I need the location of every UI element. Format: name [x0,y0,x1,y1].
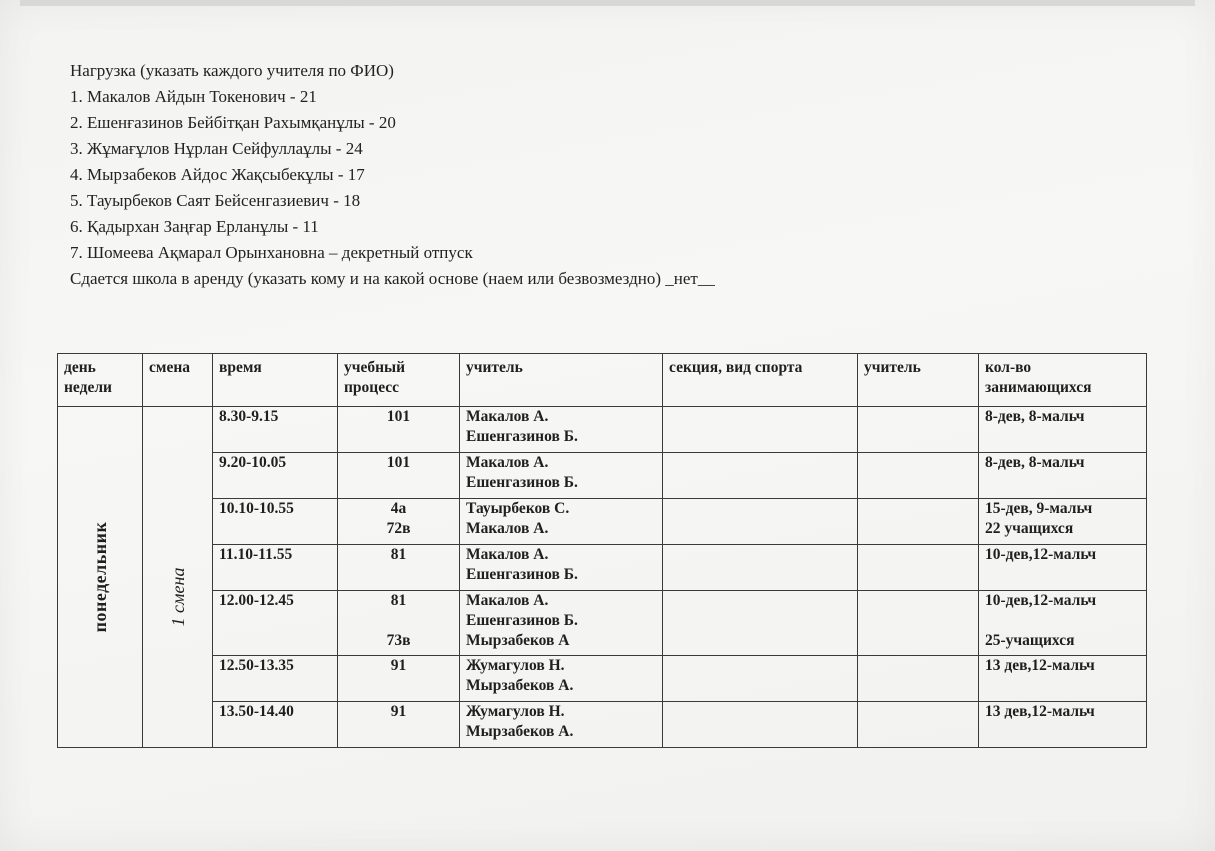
process-cell [338,545,460,591]
workload-heading: Нагрузка (указать каждого учителя по ФИО) [70,61,394,80]
teacher-line: 7. Шомеева Ақмарал Орынхановна – декретный отпуск [70,243,473,262]
count-cell [979,656,1147,702]
teacher-cell [460,591,663,656]
time-cell: 12.00-12.45 [213,591,338,656]
smena-label: 1 смена [167,567,188,627]
count-value: 15-дев, 9-мальч [985,500,1093,517]
teacher-cell [460,702,663,748]
count-cell [979,499,1147,545]
time-cell: 10.10-10.55 [213,499,338,545]
rent-line: Сдается школа в аренду (указать кому и на какой основе (наем или безвозмездно) _нет__ [70,269,715,288]
process-cell [338,453,460,499]
schedule-table [57,353,1147,748]
time-cell: 8.30-9.15 [213,407,338,453]
teacher-line: 5. Тауырбеков Саят Бейсенгазиевич - 18 [70,191,361,210]
intro-block [70,58,715,292]
count-value: 22 учащихся [985,520,1074,537]
section-cell [663,499,858,545]
teacher-name: Тауырбеков С. [466,500,570,517]
teacher-name: Жумагулов Н. [466,703,565,720]
process-cell [338,499,460,545]
table-row [58,407,1147,453]
section-cell [663,702,858,748]
teacher2-cell [858,407,979,453]
teacher-cell [460,407,663,453]
time-cell: 12.50-13.35 [213,656,338,702]
count-cell [979,407,1147,453]
process-cell [338,407,460,453]
teacher-line: 1. Макалов Айдын Токенович - 21 [70,87,317,106]
process-value: 73в [386,632,411,649]
teacher-cell [460,453,663,499]
process-value: 101 [386,408,411,425]
process-value: 101 [386,454,411,471]
teacher-line: 6. Қадырхан Заңғар Ерланұлы - 11 [70,217,319,236]
table-row [58,453,1147,499]
count-cell [979,453,1147,499]
count-value: 10-дев,12-мальч [985,546,1097,563]
teacher-name: Макалов А. [466,592,549,609]
section-cell [663,545,858,591]
process-value: 91 [390,657,407,674]
page-edge [20,0,1195,6]
header-section: секция, вид спорта [663,354,858,407]
teacher2-cell [858,499,979,545]
header-smena: смена [143,354,213,407]
teacher2-cell [858,656,979,702]
teacher-line: 3. Жұмағұлов Нұрлан Сейфуллаұлы - 24 [70,139,363,158]
teacher-name: Мырзабеков А [466,632,570,649]
day-label: понедельник [90,521,110,633]
process-value: 81 [390,592,407,609]
teacher-name: Ешенгазинов Б. [466,474,578,491]
teacher-name: Мырзабеков А. [466,677,574,694]
section-cell [663,407,858,453]
teacher2-cell [858,545,979,591]
time-cell: 9.20-10.05 [213,453,338,499]
section-cell [663,656,858,702]
teacher-name: Ешенгазинов Б. [466,566,578,583]
teacher-cell [460,499,663,545]
teacher-name: Макалов А. [466,454,549,471]
teacher-line: 2. Ешенғазинов Бейбітқан Рахымқанұлы - 20 [70,113,396,132]
teacher2-cell [858,702,979,748]
count-value: 8-дев, 8-мальч [985,408,1085,425]
teacher-name: Жумагулов Н. [466,657,565,674]
section-cell [663,591,858,656]
process-cell [338,702,460,748]
header-time: время [213,354,338,407]
time-cell: 11.10-11.55 [213,545,338,591]
count-value: 10-дев,12-мальч [985,592,1097,609]
teacher2-cell [858,591,979,656]
teacher-name: Ешенгазинов Б. [466,612,578,629]
count-value: 13 дев,12-мальч [985,657,1095,674]
table-row [58,499,1147,545]
table-row [58,702,1147,748]
time-cell: 13.50-14.40 [213,702,338,748]
header-row [58,354,1147,407]
teacher-name: Макалов А. [466,520,549,537]
table-row [58,656,1147,702]
teacher-name: Макалов А. [466,408,549,425]
day-cell [58,407,143,748]
table-row [58,591,1147,656]
count-value: 25-учащихся [985,632,1075,649]
header-process: учебный процесс [338,354,460,407]
teacher-line: 4. Мырзабеков Айдос Жақсыбекұлы - 17 [70,165,365,184]
process-value: 91 [390,703,407,720]
smena-cell [143,407,213,748]
header-day: день недели [58,354,143,407]
process-value: 72в [386,520,411,537]
teacher2-cell [858,453,979,499]
count-cell [979,591,1147,656]
teacher-name: Макалов А. [466,546,549,563]
section-cell [663,453,858,499]
process-cell [338,656,460,702]
teacher-name: Мырзабеков А. [466,723,574,740]
header-teacher-2: учитель [858,354,979,407]
teacher-cell [460,545,663,591]
count-value: 8-дев, 8-мальч [985,454,1085,471]
table-row [58,545,1147,591]
process-value: 4а [390,500,407,517]
header-count: кол-во занимающихся [979,354,1147,407]
count-cell [979,545,1147,591]
process-cell [338,591,460,656]
teacher-name: Ешенгазинов Б. [466,428,578,445]
process-value: 81 [390,546,407,563]
count-cell [979,702,1147,748]
teacher-cell [460,656,663,702]
header-teacher: учитель [460,354,663,407]
count-value: 13 дев,12-мальч [985,703,1095,720]
